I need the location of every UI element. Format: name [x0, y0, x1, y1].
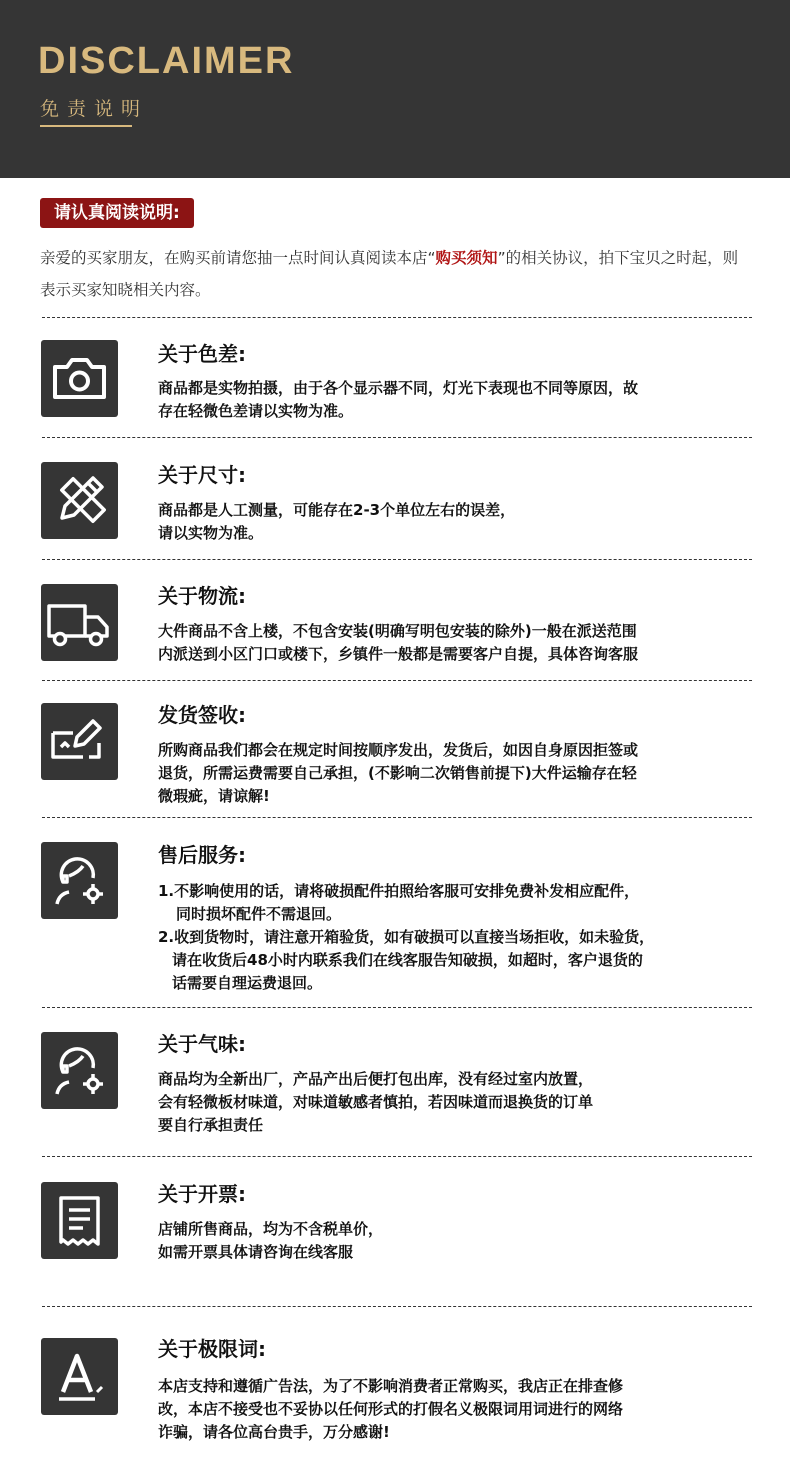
section-body	[158, 739, 758, 808]
section-title: 关于开票:	[158, 1182, 246, 1206]
section-line: 诈骗，请各位高台贵手，万分感谢!	[158, 1423, 390, 1441]
section-line: 如需开票具体请咨询在线客服	[158, 1243, 354, 1261]
section-line: 同时损坏配件不需退回。	[176, 905, 342, 923]
header-underline	[40, 125, 132, 127]
section-line: 商品都是人工测量，可能存在2-3个单位左右的误差，	[158, 501, 516, 519]
section-line: 会有轻微板材味道，对味道敏感者慎拍，若因味道而退换货的订单	[158, 1093, 594, 1111]
section-line: 请在收货后48小时内联系我们在线客服告知破损，如超时，客户退货的	[172, 951, 643, 969]
section-body	[158, 499, 758, 545]
intro-text-1: 亲爱的买家朋友，在购买前请您抽一点时间认真阅读本店“	[40, 249, 436, 267]
signature-icon	[41, 703, 118, 780]
read-notice-badge: 请认真阅读说明:	[40, 198, 194, 228]
divider	[42, 1156, 752, 1157]
divider	[42, 817, 752, 818]
section-body	[158, 620, 758, 666]
section-body	[158, 377, 758, 423]
section-title: 关于色差:	[158, 342, 246, 366]
section-line: 改，本店不接受也不妥协以任何形式的打假名义极限词用词进行的网络	[158, 1400, 624, 1418]
header-subtitle: 免责说明	[40, 98, 149, 120]
intro-highlight: 购买须知	[435, 249, 498, 267]
divider	[42, 559, 752, 560]
truck-icon	[41, 584, 118, 661]
section-line: 要自行承担责任	[158, 1116, 264, 1134]
divider	[42, 680, 752, 681]
section-line: 商品均为全新出厂，产品产出后便打包出库，没有经过室内放置，	[158, 1070, 594, 1088]
section-line: 内派送到小区门口或楼下，乡镇件一般都是需要客户自提，具体咨询客服	[158, 645, 639, 663]
service-agent-icon	[41, 842, 118, 919]
letter-a-icon	[41, 1338, 118, 1415]
divider	[42, 1306, 752, 1307]
service-agent-icon	[41, 1032, 118, 1109]
section-title: 售后服务:	[158, 843, 246, 867]
section-line: 话需要自理运费退回。	[172, 974, 323, 992]
section-body	[158, 1375, 758, 1444]
section-line: 请以实物为准。	[158, 524, 264, 542]
section-line: 店铺所售商品，均为不含税单价，	[158, 1220, 384, 1238]
section-body	[158, 1218, 758, 1264]
camera-icon	[41, 340, 118, 417]
section-line: 退货，所需运费需要自己承担，(不影响二次销售前提下)大件运输存在轻	[158, 764, 637, 782]
section-line: 商品都是实物拍摄，由于各个显示器不同，灯光下表现也不同等原因，故	[158, 379, 639, 397]
intro-paragraph	[40, 242, 752, 306]
divider	[42, 1007, 752, 1008]
section-title: 关于物流:	[158, 584, 246, 608]
section-line: 1.不影响使用的话，请将破损配件拍照给客服可安排免费补发相应配件，	[158, 882, 640, 900]
section-body	[158, 880, 758, 995]
section-line: 本店支持和遵循广告法，为了不影响消费者正常购买，我店正在排查修	[158, 1377, 624, 1395]
section-line: 2.收到货物时，请注意开箱验货，如有破损可以直接当场拒收，如未验货，	[158, 928, 655, 946]
receipt-icon	[41, 1182, 118, 1259]
section-line: 所购商品我们都会在规定时间按顺序发出，发货后，如因自身原因拒签或	[158, 741, 639, 759]
section-line: 微瑕疵，请谅解!	[158, 787, 270, 805]
header-banner	[0, 0, 790, 178]
header-title: DISCLAIMER	[38, 40, 295, 82]
section-title: 关于尺寸:	[158, 463, 246, 487]
section-line: 大件商品不含上楼，不包含安装(明确写明包安装的除外)一般在派送范围	[158, 622, 637, 640]
divider	[42, 437, 752, 438]
ruler-pencil-icon	[41, 462, 118, 539]
section-title: 关于气味:	[158, 1032, 246, 1056]
divider	[42, 317, 752, 318]
section-title: 关于极限词:	[158, 1337, 266, 1361]
section-line: 存在轻微色差请以实物为准。	[158, 402, 354, 420]
section-body	[158, 1068, 758, 1137]
intro-text-2: ”的相关协议，拍下宝贝之时起，则表示买家知晓相关内容。	[40, 249, 739, 299]
section-title: 发货签收:	[158, 703, 246, 727]
